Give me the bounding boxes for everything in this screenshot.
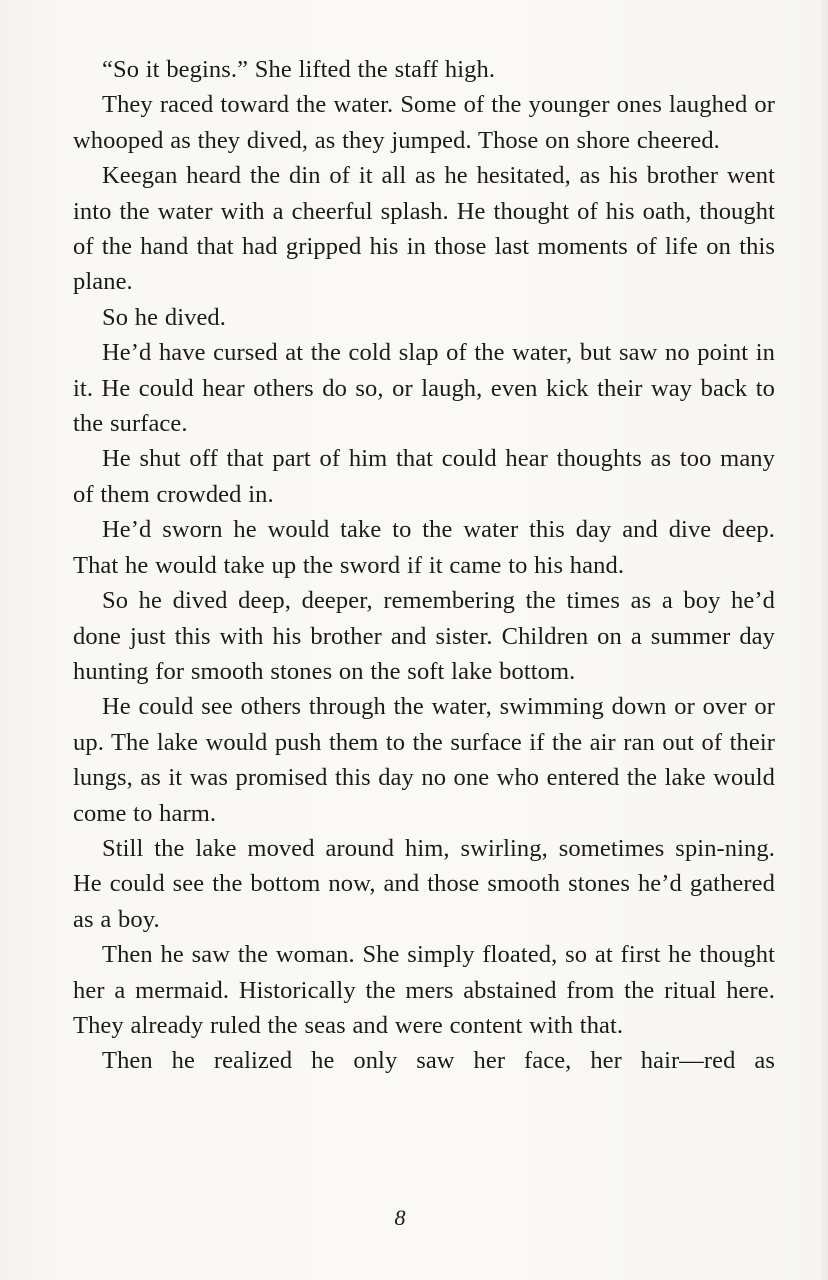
paragraph: He could see others through the water, swimming down or over or up. The lake would push them to the surface if the air ran out of their lungs, as it was promised this day no one who entered the lake would come to harm. [73,693,775,827]
paragraph: He’d have cursed at the cold slap of the water, but saw no point in it. He could hear others do so, or laugh, even kick their way back to the surface. [73,339,775,438]
page-number: 8 [394,1205,406,1230]
paragraph: So he dived deep, deeper, remembering the times as a boy he’d done just this with his brother and sister. Children on a summer day hunting for smooth stones on the soft lake bottom. [73,587,775,685]
paragraph: He shut off that part of him that could hear thoughts as too many of them crowded in. [73,445,775,508]
paragraph: Still the lake moved around him, swirling, sometimes spin-ning. He could see the bottom now, and those smooth stones he’d gathered as a boy. [73,834,775,933]
body-text [73,52,775,1079]
paragraph: Keegan heard the din of it all as he hesitated, as his brother went into the water with a cheerful splash. He thought of his oath, thought of the hand that had gripped his in those last moments of life on this plane. [73,162,775,296]
paragraph: They raced toward the water. Some of the younger ones laughed or whooped as they dived, as they jumped. Those on shore cheered. [73,91,775,154]
paragraph: He’d sworn he would take to the water this day and dive deep. That he would take up the sword if it came to his hand. [73,516,775,579]
paragraph: “So it begins.” She lifted the staff high. [102,56,496,83]
paragraph-continued: Then he realized he only saw her face, her hair—red as [102,1047,775,1075]
paragraph: Then he saw the woman. She simply floated, so at first he thought her a mermaid. Historically the mers abstained from the ritual here. They already ruled the seas and were content with that. [73,941,775,1039]
paragraph: So he dived. [102,303,227,331]
page-edge-shadow [818,0,828,1280]
